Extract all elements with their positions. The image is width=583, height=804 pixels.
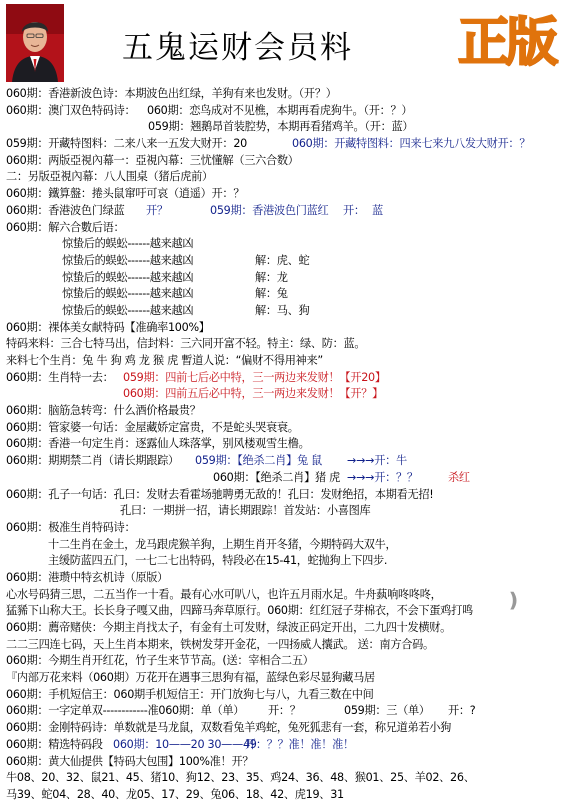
text-segment: 060期：四前五后必中特，三一两边来发财！【开？】 <box>123 387 383 401</box>
text-segment: 开？ <box>146 203 168 217</box>
text-segment: 牛08、20、32、鼠21、45、猪10、狗12、23、35、鸡24、36、48、猴01、25、羊02、26、 <box>6 771 475 785</box>
text-segment: 060期：薦帝赌侠：今期主肖找太子，有金有土可发财，绿波正码定开出，二九四十发横财。 <box>6 621 452 634</box>
text-line <box>0 370 583 387</box>
text-line <box>0 253 583 270</box>
text-segment: 开：？？准！准！准！ <box>245 737 354 751</box>
text-line <box>0 570 583 587</box>
text-line <box>0 270 583 287</box>
text-segment: 主缓防蓝四五门，一七二七出特码，特段必在15-41，蛇抛狗上下四步. <box>48 554 388 568</box>
text-segment: 059期：【绝杀二肖】兔 鼠 <box>195 454 322 468</box>
text-line <box>0 637 583 654</box>
text-segment: →→→开：？？ <box>347 470 418 484</box>
text-line <box>0 537 583 554</box>
text-line <box>0 403 583 420</box>
text-line <box>0 320 583 337</box>
text-line <box>0 136 583 153</box>
text-line <box>0 470 583 487</box>
page-title: 五鬼运财会员料 <box>122 30 353 66</box>
text-segment: 060期：澳门双色特码诗： <box>6 103 136 117</box>
text-segment: 惊蛰后的蜈蚣------越来越凶 <box>62 237 194 251</box>
text-segment: 猛豨下山称大王。长长身子嘎又曲，四蹄马奔草原行。060期：红红冠子芽棉衣，不会下蛋鸡打鸣 <box>6 604 473 618</box>
text-segment: 060期：香港新波色诗：本期波色出红绿，羊狗有来也发财。（开？） <box>6 87 337 100</box>
text-line <box>0 119 583 136</box>
text-segment: 解：马、狗 <box>255 303 310 317</box>
text-line <box>0 687 583 704</box>
text-line <box>0 353 583 370</box>
person-portrait-icon <box>6 4 64 82</box>
text-segment: 060期：两版亞視內幕一：亞視內幕：三忧懂解（三六合数） <box>6 153 299 167</box>
header <box>0 0 583 86</box>
text-segment: 二二三四连七码，天上生肖本期来，铁树发芽开金花，一四扬威人攮武。 送：南方合码。 <box>6 637 434 651</box>
genuine-stamp: 正版 <box>458 13 555 73</box>
text-segment: 059期：香港波色门蓝红 <box>210 203 329 217</box>
text-segment: 060期：生肖特一去： <box>6 370 114 384</box>
text-segment: 060期：解六合數后语： <box>6 220 125 234</box>
text-segment: 060期：脑筋急转弯：什么酒价格最贵？ <box>6 404 201 418</box>
text-segment: 060期：香港波色门绿蓝 <box>6 203 125 217</box>
text-segment: 解：龙 <box>255 270 288 284</box>
text-line <box>0 103 583 120</box>
text-segment: 059期：四前七后必中特，三一两边来发财！【开20】 <box>123 370 386 384</box>
text-segment: 开：? <box>448 704 476 718</box>
text-line <box>0 754 583 771</box>
text-segment: 开：？ <box>268 704 301 718</box>
text-line <box>0 386 583 403</box>
text-segment: 惊蛰后的蜈蚣------越来越凶 <box>62 303 194 317</box>
text-segment: 060期：开藏特图料：四来七来九八发大财开：？ <box>292 137 531 151</box>
text-segment: 惊蛰后的蜈蚣------越来越凶 <box>62 270 194 284</box>
portrait-photo <box>6 4 64 82</box>
text-segment: 二：另版亞視內幕：八人围桌（猪后虎前） <box>6 170 213 184</box>
text-segment: 060期：10——20 30——49 <box>113 737 257 751</box>
text-line <box>0 503 583 520</box>
text-segment: 060期：香港一句定生肖：逐露仙人珠落掌，别风楼观雪生橹。 <box>6 437 310 451</box>
text-segment: 060期：手机短信王：060期手机短信王：开门放狗七与八，九看三数在中间 <box>6 687 374 701</box>
text-line <box>0 420 583 437</box>
text-line <box>0 603 583 620</box>
text-line <box>0 203 583 220</box>
text-segment: 060期：【绝杀二肖】猪 虎 <box>213 470 340 484</box>
text-segment: 060期：一字定单双------------准060期：单（单） <box>6 704 245 718</box>
text-line <box>0 453 583 470</box>
text-line <box>0 487 583 504</box>
text-line <box>0 620 583 637</box>
text-segment: 心水号码猜三思，二五当作一十看。最有心水可叭八，也许五月雨水足。牛舟蓺响咚咚咚， <box>6 587 442 601</box>
text-line <box>0 670 583 687</box>
text-segment: 059期：开藏特图料：二来八来一五发大财开：20 <box>6 137 247 151</box>
text-line <box>0 720 583 737</box>
text-segment: 060期：金刚特码诗：单数就是马龙鼠，双数看兔羊鸡蛇，兔死狐悲有一套，称兄道弟若小狗 <box>6 721 452 735</box>
text-line <box>0 153 583 170</box>
text-segment: 孔曰：一期拼一招，请长期跟踪！首发站：小喜图库 <box>120 504 371 518</box>
text-line <box>0 236 583 253</box>
text-segment: 060期：期期禁二肖（请长期跟踪） <box>6 454 179 468</box>
text-line <box>0 770 583 787</box>
text-segment: 蓝 <box>372 203 383 217</box>
text-segment: 开： <box>343 203 365 217</box>
content-body <box>0 86 583 804</box>
text-line <box>0 520 583 537</box>
text-line <box>0 303 583 320</box>
text-segment: 060期：精选特码段 <box>6 737 103 751</box>
text-segment: 060期：极准生肖特码诗： <box>6 520 136 534</box>
text-line <box>0 553 583 570</box>
text-segment: 060期：管家婆一句话：金屋藏娇定富贵，不是蛇头哭衰衰。 <box>6 420 299 434</box>
text-line <box>0 787 583 804</box>
text-segment: 060期：恋鸟成对不见樵，本期再看虎狗牛。（开：？） <box>147 103 413 117</box>
text-segment: 马39、蛇04、28、40、龙05、17、29、兔06、18、42、虎19、31 <box>6 787 344 801</box>
text-segment: 060期：今期生肖开红花，竹子生来节节高。(送：宰相合二五） <box>6 654 314 668</box>
text-segment: 059期：翘鹅昂首装腔势，本期再看猪鸡羊。（开：蓝） <box>148 120 414 134</box>
text-line <box>0 220 583 237</box>
text-segment: 来料七个生肖：兔 牛 狗 鸡 龙 猴 虎 暫道人说：“偏财不得用神来” <box>6 354 323 367</box>
text-segment: 惊蛰后的蜈蚣------越来越凶 <box>62 253 194 267</box>
text-segment: 060期：鐵算盤：捲头鼠窜吁可哀（逍遥）开：？ <box>6 187 245 201</box>
text-line <box>0 286 583 303</box>
text-line <box>0 436 583 453</box>
text-line <box>0 169 583 186</box>
text-segment: 060期：港瓒中特玄机诗（原版） <box>6 570 168 584</box>
text-line <box>0 653 583 670</box>
decorative-mark-icon: ❫ <box>505 588 522 612</box>
text-line <box>0 703 583 720</box>
text-segment: 解：兔 <box>255 287 288 301</box>
text-segment: →→→开：牛 <box>347 454 407 468</box>
text-segment: 059期：三（单） <box>344 704 430 718</box>
text-segment: 060期：孔子一句话：孔曰：发财去看霍场驰聘勇无敌的！孔曰：发财绝招，本期看无招! <box>6 487 434 501</box>
text-segment: 解：虎、蛇 <box>255 253 310 267</box>
text-segment: 060期：黄大仙提供【特码大包围】100%准！开？ <box>6 754 254 768</box>
text-line <box>0 336 583 353</box>
text-segment: 杀红 <box>448 470 470 484</box>
text-segment: 『内部万花来料（060期）万花开在遇事三思狗有福，蓝绿色彩尽显狗藏马居 <box>6 671 375 685</box>
text-line <box>0 86 583 103</box>
text-segment: 十二生肖在金土，龙马跟虎猴羊狗，上期生肖开冬猪，今期特码大双牛， <box>48 537 397 551</box>
text-line <box>0 186 583 203</box>
text-segment: 060期：裸体美女献特码【准确率100%】 <box>6 320 210 334</box>
text-segment: 惊蛰后的蜈蚣------越来越凶 <box>62 287 194 301</box>
text-line <box>0 587 583 604</box>
text-segment: 特码来料：三合七特马出，信封料：三六同开富不轻。特主：绿、防：蓝。 <box>6 337 366 351</box>
